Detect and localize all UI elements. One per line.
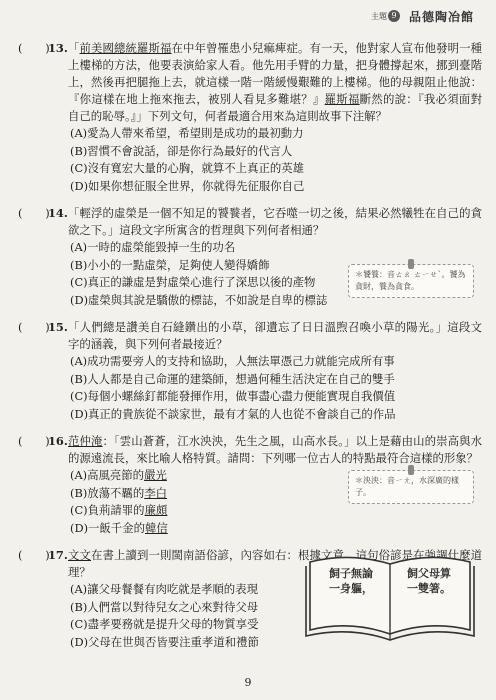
page-number: 9	[244, 676, 252, 689]
option-text: (C)沒有寬宏大量的心胸，就算不上真正的英雄	[70, 161, 305, 175]
vocab-note-q14	[348, 264, 474, 298]
proper-noun: 廉頗	[144, 503, 168, 517]
text-segment: 「輕浮的虛榮是一個不知足的饕餮者，它吞噬一切之後，結果必然犧牲在自己的貪欲之下。」這段文字所寓含的哲理與下列何者相通？	[68, 206, 482, 237]
text-segment: ：「雲山蒼蒼，江水泱泱，先生之風，山高水長。」以上是藉由山的崇高與水的源遠流長，來比喻人格特質。請問：下列哪一位古人的特點最符合這樣的形象？	[68, 434, 482, 465]
question-number: 13.	[48, 41, 68, 55]
answer-option[interactable]	[70, 502, 482, 520]
page-header	[367, 6, 474, 26]
option-text: (C)負荊請罪的	[70, 503, 145, 517]
answer-option[interactable]	[70, 388, 482, 406]
theme-number: 9	[388, 10, 400, 22]
answer-option[interactable]	[70, 520, 482, 538]
proverb-left: 飼子無論 一身軀，	[329, 567, 373, 595]
option-text: (D)父母在世與否皆要注重孝道和禮節	[70, 634, 259, 649]
text-segment: 在書上讀到一則閩南語俗諺，內容如右：根據文意，這句俗諺是在強調什麼道理？	[68, 548, 482, 579]
option-text: (C)每個小螺絲釘都能發揮作用，做事盡心盡力便能實現自我價值	[70, 389, 396, 403]
answer-option[interactable]	[70, 239, 482, 257]
option-text: (A)高風亮節的	[70, 468, 145, 482]
option-text: (D)一飯千金的	[70, 520, 145, 535]
text-segment: 「人們總是讚美自石縫鑽出的小草，卻遺忘了日日溫煦召喚小草的陽光。」這段文字的涵義，與下列何者最接近？	[68, 320, 482, 351]
answer-blank[interactable]: ( )	[18, 41, 50, 55]
proper-noun: 羅斯福	[324, 92, 360, 106]
option-text: (D)虛榮與其說是驕傲的標誌，不如說是自卑的標誌	[70, 292, 328, 307]
text-segment: 在中年曾罹患小兒痲痺症。有一天，他對家人宣布他發明一種上樓梯的方法，他要表演給家人看。他先用手臂的力量，把身體撐起來，挪到臺階上，然後再把腿拖上去，就這樣一階一階緩慢艱難的上樓梯。他的母親阻止他說：『你這樣在地上拖來拖去，被別人看見多難堪？』	[68, 41, 482, 106]
question-stem-row	[18, 319, 482, 353]
option-text: (D)真正的貴族從不談家世，最有才氣的人也從不會談自己的作品	[70, 406, 396, 421]
proper-noun: 前美國總統羅斯福	[79, 41, 172, 55]
question-stem-row	[18, 205, 482, 239]
answer-option[interactable]	[70, 143, 482, 161]
question-text	[68, 205, 482, 239]
vocab-note-text: ＊泱泱：音ㄧㄤ，水深廣的樣子。	[355, 476, 459, 497]
option-text: (B)人人都是自己命運的建築師，想過何種生活決定在自己的雙手	[70, 371, 395, 386]
answer-option[interactable]	[70, 125, 482, 143]
proper-noun: 韓信	[144, 520, 168, 535]
proper-noun: 范仲淹	[68, 434, 103, 448]
option-text: (D)如果你想征服全世界，你就得先征服你自己	[70, 178, 305, 193]
text-segment: 「	[68, 41, 80, 55]
option-text: (B)習慣不會說話，卻是你行為最好的代言人	[70, 143, 293, 158]
question-number: 14.	[48, 206, 68, 220]
proper-noun: 嚴光	[144, 468, 167, 482]
vocab-note-q16	[348, 470, 474, 504]
theme-badge	[367, 6, 405, 26]
proverb-book	[304, 548, 476, 642]
option-text: (A)成功需要旁人的支持和協助，人無法單憑己力就能完成所有事	[70, 354, 395, 368]
option-text: (B)放蕩不羈的	[70, 485, 145, 500]
question-text	[68, 433, 482, 467]
option-text: (B)人們當以對待兒女之心來對待父母	[70, 599, 259, 614]
section-title: 品德陶冶館	[408, 9, 474, 24]
answer-option[interactable]	[70, 371, 482, 389]
answer-option[interactable]	[70, 353, 482, 371]
question-text	[68, 40, 482, 125]
question-item	[18, 40, 482, 195]
option-text: (A)讓父母餐餐有肉吃就是孝順的表現	[70, 582, 258, 596]
answer-blank[interactable]: ( )	[18, 434, 50, 448]
pin-icon	[408, 465, 414, 475]
answer-blank[interactable]: ( )	[18, 320, 50, 334]
option-text: (A)愛為人帶來希望，希望則是成功的最初動力	[70, 126, 304, 140]
question-item	[18, 319, 482, 423]
proverb-right: 飼父母算 一雙箸。	[407, 567, 451, 595]
pin-icon	[408, 259, 414, 269]
proper-noun: 文文	[68, 548, 92, 562]
option-text: (C)盡孝要務就是提升父母的物質享受	[70, 617, 259, 631]
answer-blank[interactable]: ( )	[18, 206, 50, 220]
question-number: 17.	[48, 548, 68, 562]
question-number: 16.	[48, 434, 68, 448]
question-stem-row	[18, 40, 482, 125]
proper-noun: 李白	[144, 485, 168, 500]
answer-blank[interactable]: ( )	[18, 548, 50, 562]
answer-option[interactable]	[70, 160, 482, 178]
answer-option[interactable]	[70, 178, 482, 196]
theme-label: 主題	[370, 11, 387, 21]
vocab-note-text: ＊饕餮：音ㄊㄠ ㄊㄧㄝˋ。饕為貪財，餮為貪食。	[355, 270, 466, 291]
question-stem-row	[18, 433, 482, 467]
question-text	[68, 319, 482, 353]
option-text: (C)真正的謙虛是對虛榮心進行了深思以後的產物	[70, 275, 316, 289]
text-segment: 斷然的說：『我必須面對自己的恥辱。』」下列文句，何者最適合用來為這則故事下注解？	[68, 92, 482, 123]
option-text: (A)一時的虛榮能毀掉一生的功名	[70, 240, 236, 254]
question-number: 15.	[48, 320, 68, 334]
answer-option[interactable]	[70, 406, 482, 424]
option-text: (B)小小的一點虛榮，足夠使人變得嬌飾	[70, 257, 270, 272]
